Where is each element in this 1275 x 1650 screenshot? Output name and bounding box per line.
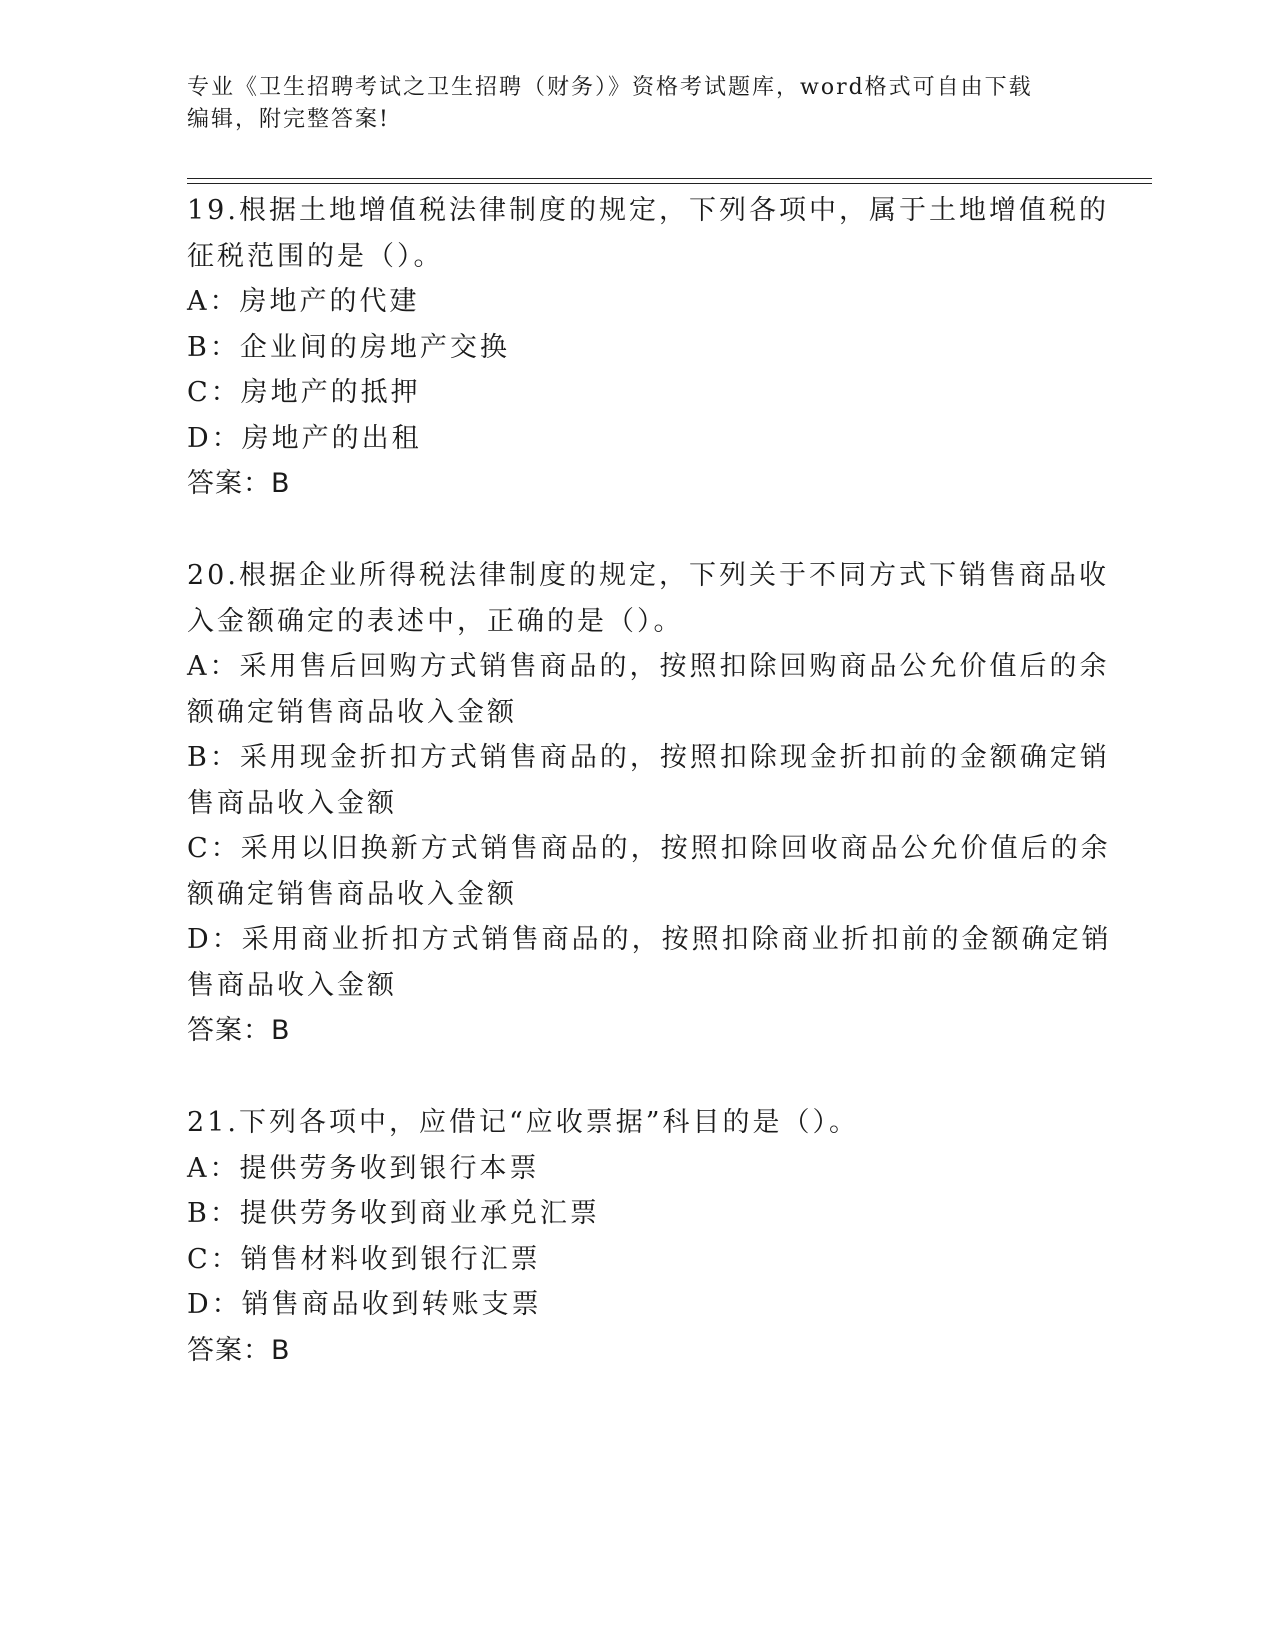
answer-line: 答案：B [187, 468, 291, 499]
option-a-continued: 额确定销售商品收入金额 [187, 696, 517, 728]
option-b: B：采用现金折扣方式销售商品的，按照扣除现金折扣前的金额确定销 [187, 742, 1110, 773]
option-c: C：采用以旧换新方式销售商品的，按照扣除回收商品公允价值后的余 [187, 833, 1111, 864]
option-c: C：房地产的抵押 [187, 377, 421, 408]
option-a: A：采用售后回购方式销售商品的，按照扣除回购商品公允价值后的余 [187, 651, 1110, 682]
option-d: D：房地产的出租 [187, 422, 422, 454]
header-divider [187, 183, 1152, 184]
question-stem: 19.根据土地增值税法律制度的规定，下列各项中，属于土地增值税的 [187, 195, 1109, 226]
option-d: D：采用商业折扣方式销售商品的，按照扣除商业折扣前的金额确定销 [187, 924, 1112, 955]
option-d-continued: 售商品收入金额 [187, 969, 397, 1001]
option-b: B：提供劳务收到商业承兑汇票 [187, 1198, 600, 1229]
header-divider [187, 178, 1152, 179]
document-header [187, 72, 1067, 136]
question-stem: 入金额确定的表述中，正确的是（）。 [187, 605, 684, 637]
header-line: 编辑，附完整答案! [187, 107, 390, 132]
option-d: D：销售商品收到转账支票 [187, 1289, 542, 1320]
question-stem: 征税范围的是（）。 [187, 240, 444, 272]
option-b-continued: 售商品收入金额 [187, 787, 397, 819]
option-c-continued: 额确定销售商品收入金额 [187, 878, 517, 910]
answer-line: 答案：B [187, 1015, 291, 1046]
question-block [187, 1100, 1087, 1373]
option-b: B：企业间的房地产交换 [187, 331, 510, 363]
option-a: A：房地产的代建 [187, 286, 420, 317]
option-a: A：提供劳务收到银行本票 [187, 1152, 540, 1184]
answer-line: 答案：B [187, 1334, 291, 1366]
question-stem: 21.下列各项中，应借记“应收票据”科目的是（）。 [187, 1107, 860, 1138]
option-c: C：销售材料收到银行汇票 [187, 1243, 541, 1275]
header-line: 专业《卫生招聘考试之卫生招聘（财务）》资格考试题库，word格式可自由下载 [187, 75, 1033, 100]
question-block [187, 188, 1109, 507]
question-block [187, 553, 1112, 1054]
question-stem: 20.根据企业所得税法律制度的规定，下列关于不同方式下销售商品收 [187, 560, 1109, 591]
